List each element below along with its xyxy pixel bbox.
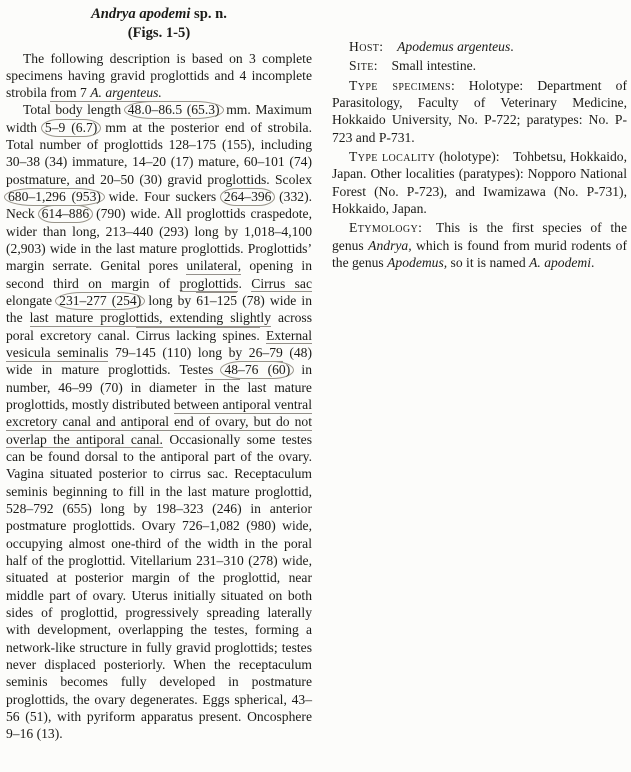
pencil-annotated-text: between antiporal ventral excretory canal and antiporal end of ovary, but do not overlap the antiporal canal. bbox=[6, 397, 312, 447]
figs-heading: (Figs. 1-5) bbox=[127, 25, 191, 42]
right-column bbox=[332, 5, 627, 743]
pencil-annotated-text: External vesicula seminalis bbox=[6, 327, 312, 361]
text-segment: Andrya, bbox=[368, 237, 412, 253]
pencil-annotated-text: 264–396 bbox=[220, 188, 276, 206]
text-segment: Apodemus, bbox=[387, 254, 448, 270]
entry-type-specimens bbox=[332, 77, 627, 146]
text-segment: sp. n. bbox=[190, 6, 227, 22]
text-segment: . bbox=[510, 39, 514, 54]
entry-host bbox=[332, 38, 627, 55]
left-column bbox=[6, 5, 312, 743]
text-segment: Occasionally some testes can be found dorsal to the antiporal part of the ovary. Vagina situated posterior to cirrus sac. Receptaculum seminis beginning to fill in the last mature proglottid, 528–792 (655) long by 198–323 (246) in anterior postmature proglottids. Ovary 726–1,082 (980) wide, occupying almost one-third of the width in the poral half of the proglottid. Vitellarium 231–310 (278) wide, situated at posterior margin of the proglottid, near middle part of ovary. Uterus initially situated on both sides of proglottid, progressively spreading laterally with development, overlapping the testes, forming a network-like structure in fully gravid proglottids; testes never displaced posteriorly. When the receptaculum seminis becomes fully developed in postmature proglottids, the ovary degenerates. Eggs spherical, 43–56 (51), with pyriform apparatus present. Oncosphere 9–16 (13). bbox=[6, 431, 312, 742]
pencil-annotated-text: proglottids bbox=[179, 275, 239, 291]
text-segment: mm at the posterior end of strobila. Total number of proglottids 128–175 (155), including 30–38 (34) immature, 14–20 (17) mature, 60–101 (74) postmature, and 20–50 (30) gravid proglottids. Scolex bbox=[6, 119, 312, 187]
text-segment: . bbox=[238, 275, 252, 291]
text-segment: Total body length bbox=[23, 102, 126, 118]
text-segment: in number, 46–99 (70) in diameter bbox=[6, 362, 312, 395]
pencil-annotated-text: from 7 bbox=[50, 85, 91, 101]
text-segment: mm. Maximum width bbox=[6, 102, 313, 135]
text-segment: (78) wide in the bbox=[6, 293, 312, 326]
text-segment: (48) wide in mature proglottids. Testes bbox=[6, 345, 312, 378]
text-segment: (holotype): Tohbetsu, Hokkaido, Japan. Other localities (paratypes): Nopporo National Forest (No. P-723), and Iwamizawa (No. P-731), Hokkaido, Japan. bbox=[332, 148, 627, 216]
paragraph-intro bbox=[6, 50, 312, 102]
text-segment: (332). Neck bbox=[6, 189, 312, 222]
text-segment: Apodemus argenteus bbox=[397, 39, 511, 54]
text-segment: Type locality bbox=[349, 148, 436, 164]
pencil-annotated-text: Cirrus sac bbox=[251, 275, 312, 291]
text-segment: which is found from murid rodents of the genus bbox=[332, 237, 627, 270]
pencil-annotated-text: last mature proglottids, extending slightly bbox=[29, 310, 271, 326]
text-segment: Type specimens: bbox=[349, 77, 456, 93]
pencil-annotated-text: A. argenteus. bbox=[90, 85, 162, 101]
text-segment: Holotype: Department of Parasitology, Faculty of Veterinary Medicine, Hokkaido University, No. P-722; paratypes: No. P-723 and P-731. bbox=[332, 77, 627, 145]
pencil-annotated-text: 614–886 bbox=[38, 205, 94, 223]
text-segment: Host: bbox=[349, 39, 384, 54]
text-segment: The following description is based on 3 complete specimens having gravid proglottids and 4 incomplete strobila bbox=[6, 50, 312, 101]
pencil-annotated-text: 48–76 (60) bbox=[220, 361, 294, 379]
text-segment: . bbox=[591, 254, 595, 270]
text-segment: so it is named bbox=[447, 254, 530, 270]
paragraph-description bbox=[6, 101, 312, 742]
pencil-annotated-text: in the bbox=[204, 379, 240, 395]
text-segment bbox=[260, 328, 266, 343]
pencil-annotated-text: 26–79 bbox=[248, 345, 283, 361]
entry-type-locality bbox=[332, 148, 627, 217]
text-segment: Small intestine. bbox=[377, 58, 477, 74]
text-segment: last mature proglottids, mostly distributed bbox=[6, 379, 312, 413]
text-segment: Site: bbox=[349, 58, 378, 74]
species-heading bbox=[6, 5, 312, 24]
text-segment: Etymology: bbox=[349, 220, 423, 236]
text-segment: Andrya apodemi bbox=[91, 6, 191, 22]
pencil-annotated-text: unilateral, bbox=[186, 258, 242, 274]
pencil-annotated-text: 5–9 (6.7) bbox=[41, 119, 101, 137]
text-segment: wide. Four suckers bbox=[102, 189, 222, 205]
text-segment: A. apodemi bbox=[529, 254, 592, 270]
pencil-annotated-text: 48.0–86.5 (65.3) bbox=[124, 101, 224, 119]
pencil-annotated-text: 680–1,296 (953) bbox=[4, 188, 105, 206]
text-segment: 79–145 (110) long by bbox=[108, 345, 249, 361]
text-segment: opening in second third on margin of bbox=[6, 258, 312, 291]
text-segment: elongate bbox=[6, 293, 58, 309]
pencil-annotated-text: Cirrus lacking spines. bbox=[135, 327, 260, 343]
text-segment: (790) wide. All proglottids craspedote, wider than long, 213–440 (293) long by 1,018–4,100 (2,903) wide in the last mature proglottids. Proglottids’ margin serrate. Genital pores bbox=[6, 206, 312, 274]
text-segment bbox=[384, 39, 398, 54]
entry-etymology bbox=[332, 219, 627, 271]
text-segment: across poral excretory canal. bbox=[6, 310, 312, 343]
pencil-annotated-text: 231–277 (254) bbox=[55, 292, 145, 310]
text-segment: This is the first species of the genus bbox=[332, 220, 627, 253]
pencil-annotated-text: 61–125 bbox=[196, 293, 238, 309]
entry-site bbox=[332, 57, 627, 74]
text-segment: long by bbox=[143, 293, 197, 309]
